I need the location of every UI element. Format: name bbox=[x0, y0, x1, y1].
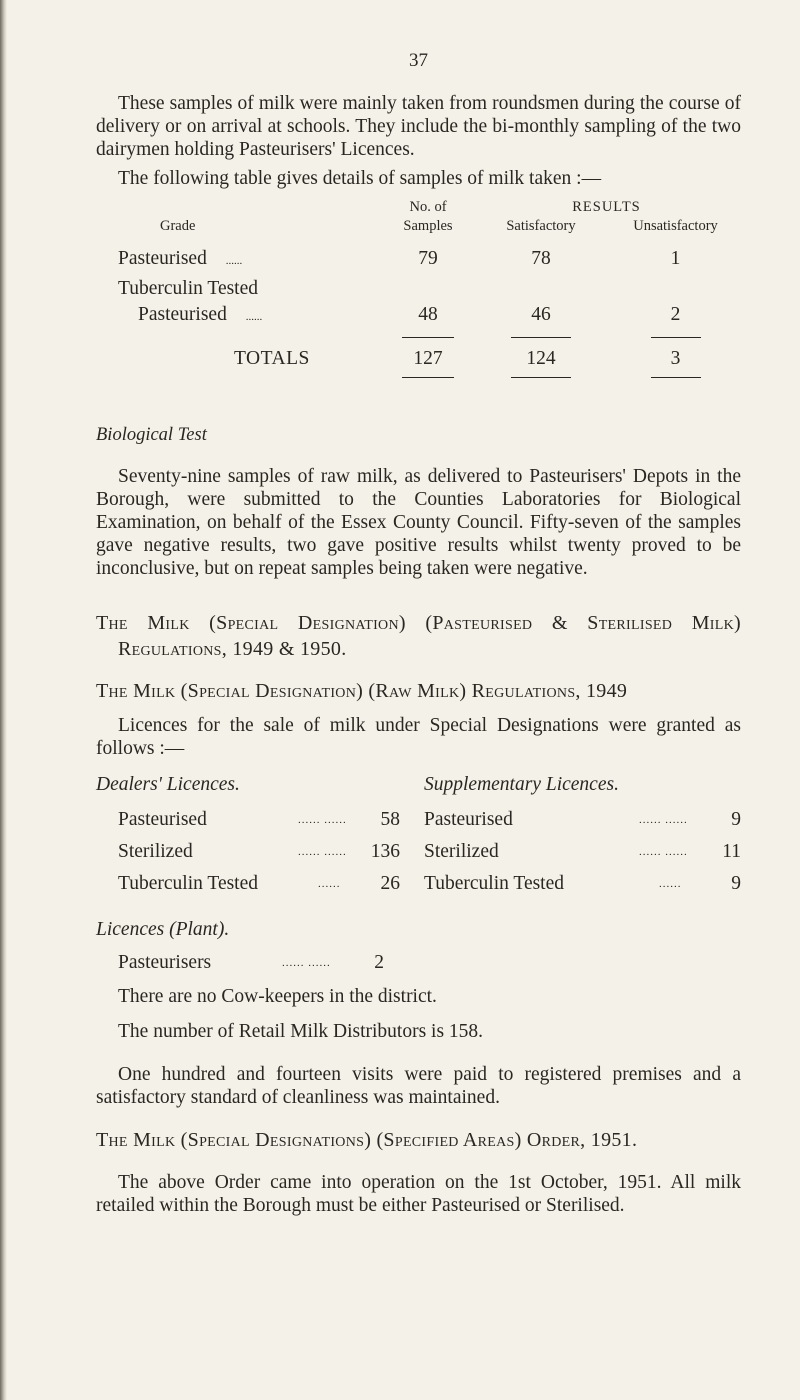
dealers-licences bbox=[96, 774, 418, 900]
licences-lists bbox=[96, 774, 741, 900]
dot-leader: ...... ...... bbox=[298, 814, 347, 826]
rule-line bbox=[402, 337, 454, 338]
totals-satisfactory: 124 bbox=[526, 348, 556, 369]
plant-list bbox=[96, 947, 418, 979]
dot-leader: ...... bbox=[318, 878, 341, 890]
table-header-row-1 bbox=[96, 198, 741, 217]
licence-count: 11 bbox=[722, 841, 741, 862]
list-item bbox=[418, 868, 741, 900]
page-edge-shadow bbox=[0, 0, 7, 1400]
dot-leader: ...... ...... bbox=[298, 846, 347, 858]
dot-leader: ...... ...... bbox=[639, 814, 688, 826]
header-samples: Samples bbox=[403, 218, 453, 234]
licence-count: 136 bbox=[370, 841, 400, 862]
licence-count: 9 bbox=[731, 809, 741, 830]
header-no-of: No. of bbox=[409, 199, 447, 215]
list-item bbox=[96, 804, 418, 836]
list-item bbox=[96, 947, 418, 979]
unsatisfactory-cell: 2 bbox=[670, 304, 681, 325]
dot-leader: ...... ...... bbox=[639, 846, 688, 858]
regulations-heading-1: The Milk (Special Designation) (Pasteurised & Sterilised Milk) Regulations, 1949 & 1950. bbox=[96, 612, 741, 660]
document-page bbox=[96, 50, 741, 1217]
visits-paragraph: One hundred and fourteen visits were paid to registered premises and a satisfactory standard of cleanliness was maintained. bbox=[96, 1064, 741, 1108]
bio-heading: Biological Test bbox=[96, 425, 207, 445]
table-row bbox=[96, 276, 741, 300]
satisfactory-cell: 78 bbox=[531, 248, 551, 269]
licence-name: Sterilized bbox=[118, 841, 193, 862]
licences-intro: Licences for the sale of milk under Special Designations were granted as follows :— bbox=[96, 715, 741, 759]
header-satisfactory: Satisfactory bbox=[506, 218, 576, 234]
supplementary-heading: Supplementary Licences. bbox=[424, 774, 619, 795]
header-results: RESULTS bbox=[572, 199, 641, 215]
rule-line bbox=[402, 377, 454, 378]
plant-heading: Licences (Plant). bbox=[96, 919, 230, 940]
bio-paragraph: Seventy-nine samples of raw milk, as delivered to Pasteurisers' Depots in the Borough, were submitted to the Counties Laboratories for Biological Examination, on behalf of the Essex County Council. Fifty-seven of the samples gave negative results, two gave positive results whilst twenty proved to be inconclusive, but on repeat samples being taken were negative. bbox=[96, 466, 741, 579]
header-grade: Grade bbox=[160, 218, 196, 234]
rule-line bbox=[651, 377, 701, 378]
list-item bbox=[418, 836, 741, 868]
order-heading: The Milk (Special Designations) (Specified Areas) Order, 1951. bbox=[96, 1129, 638, 1151]
satisfactory-cell: 46 bbox=[531, 304, 551, 325]
licence-name: Pasteurisers bbox=[118, 952, 212, 973]
intro-paragraph: These samples of milk were mainly taken from roundsmen during the course of delivery or on arrival at schools. They include the bi-monthly sampling of the two dairymen holding Pasteurisers' Licences. bbox=[96, 93, 741, 160]
distributors-text: The number of Retail Milk Distributors is 158. bbox=[118, 1021, 484, 1042]
dot-leader: ...... bbox=[659, 878, 682, 890]
licence-count: 2 bbox=[374, 952, 384, 973]
page-number: 37 bbox=[409, 50, 428, 71]
dealers-heading: Dealers' Licences. bbox=[96, 774, 240, 795]
rule-line bbox=[651, 337, 701, 338]
licence-count: 58 bbox=[380, 809, 400, 830]
list-item bbox=[418, 804, 741, 836]
unsatisfactory-cell: 1 bbox=[670, 248, 681, 269]
totals-label: TOTALS bbox=[234, 348, 310, 369]
list-item bbox=[96, 836, 418, 868]
dot-leader: ...... bbox=[245, 311, 263, 323]
dot-leader: ...... bbox=[225, 255, 243, 267]
rule-line bbox=[511, 337, 571, 338]
totals-unsatisfactory: 3 bbox=[670, 348, 681, 369]
licence-name: Tuberculin Tested bbox=[424, 873, 565, 894]
licence-count: 26 bbox=[380, 873, 400, 894]
table-header-row-2 bbox=[96, 217, 741, 236]
milk-samples-table bbox=[96, 198, 741, 384]
licence-count: 9 bbox=[731, 873, 741, 894]
licence-name: Pasteurised bbox=[424, 809, 513, 830]
totals-samples: 127 bbox=[413, 348, 443, 369]
grade-cell: Tuberculin Tested bbox=[118, 278, 259, 299]
grade-cell: Pasteurised bbox=[118, 248, 207, 269]
rule-line bbox=[511, 377, 571, 378]
licence-name: Tuberculin Tested bbox=[118, 873, 259, 894]
plant-licences bbox=[96, 947, 741, 979]
supplementary-licences bbox=[418, 774, 741, 900]
list-item bbox=[96, 868, 418, 900]
licence-name: Pasteurised bbox=[118, 809, 207, 830]
samples-cell: 79 bbox=[418, 248, 438, 269]
table-row bbox=[96, 244, 741, 270]
totals-rule-row bbox=[96, 326, 741, 344]
header-unsatisfactory: Unsatisfactory bbox=[633, 218, 718, 234]
cowkeepers-text: There are no Cow-keepers in the district. bbox=[118, 986, 437, 1007]
regulations-heading-2: The Milk (Special Designation) (Raw Milk) Regulations, 1949 bbox=[96, 680, 628, 702]
dot-leader: ...... ...... bbox=[282, 957, 331, 969]
samples-cell: 48 bbox=[418, 304, 438, 325]
grade-cell-continued: Pasteurised bbox=[138, 304, 227, 325]
order-paragraph: The above Order came into operation on the 1st October, 1951. All milk retailed within the Borough must be either Pasteurised or Sterilised. bbox=[96, 1172, 741, 1216]
totals-rule-row-bottom bbox=[96, 370, 741, 384]
licence-name: Sterilized bbox=[424, 841, 499, 862]
table-intro: The following table gives details of samples of milk taken :— bbox=[118, 168, 602, 189]
